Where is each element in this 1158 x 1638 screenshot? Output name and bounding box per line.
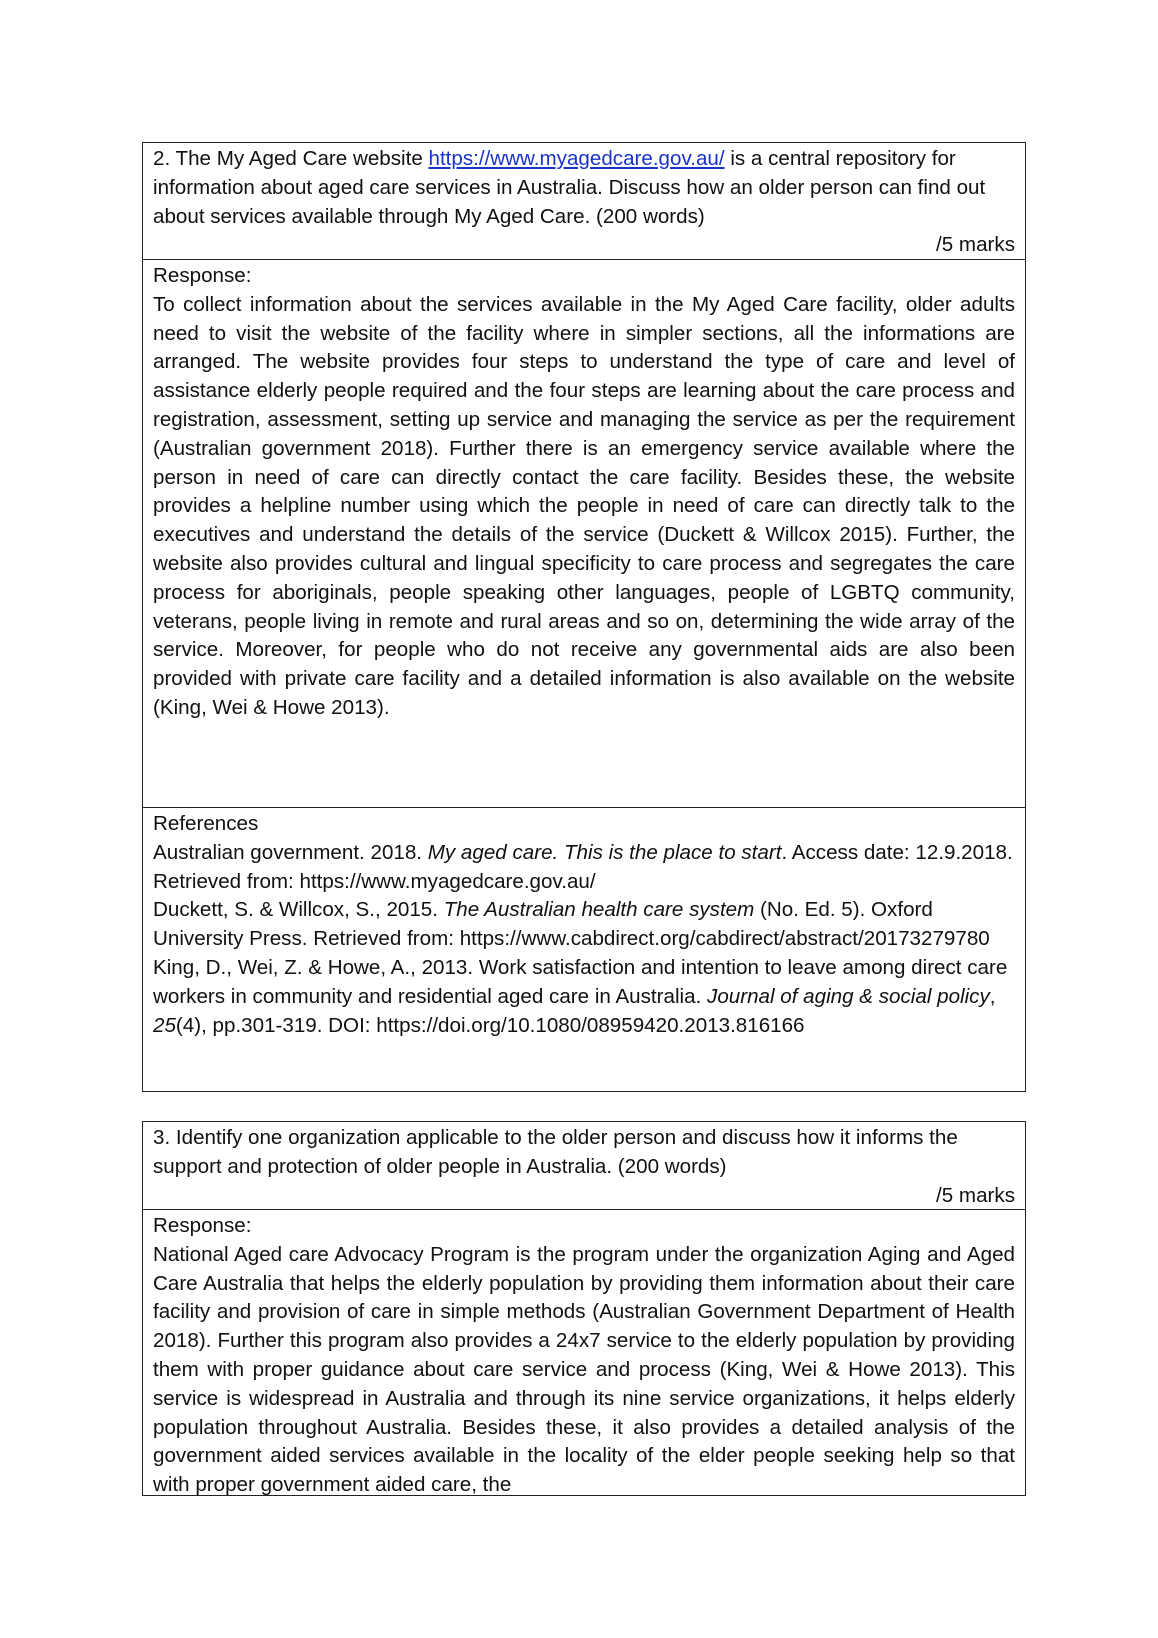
question-2-prompt-end: is a central repository for information about aged care services in Australia. Discuss how an older person can find out about services available through My Aged Care. (200 words) <box>153 147 986 228</box>
question-2-prompt <box>153 145 1015 231</box>
question-2-references-cell <box>143 807 1025 1091</box>
reference-entry <box>153 954 1015 1040</box>
reference-entry <box>153 896 1015 954</box>
reference-entry <box>153 839 1015 897</box>
question-3-response-cell <box>143 1209 1025 1495</box>
reference-3-journal: Journal of aging & social policy <box>707 984 990 1008</box>
reference-3-authors: King, D., Wei, Z. & Howe, A., 2013. Work satisfaction and intention to leave among direct care workers in community and residential aged care in Australia. <box>153 955 1008 1008</box>
question-3-marks: /5 marks <box>936 1183 1015 1207</box>
myagedcare-link[interactable]: https://www.myagedcare.gov.au/ <box>428 147 725 170</box>
question-2-prompt-cell <box>143 143 1025 259</box>
reference-2-authors: Duckett, S. & Willcox, S., 2015. <box>153 898 444 922</box>
question-2-response-label: Response: <box>153 264 252 287</box>
question-2-response-text: To collect information about the services available in the My Aged Care facility, older adults need to visit the website of the facility where in simpler sections, all the informations are arranged. The website provides four steps to understand the type of care and level of assistance elderly people required and the four steps are learning about the care process and registration, assessment, setting up service and managing the service as per the requirement (Australian government 2018). Further there is an emergency service available where the person in need of care can directly contact the care facility. Besides these, the website provides a helpline number using which the people in need of care can directly talk to the executives and understand the details of the service (Duckett & Willcox 2015). Further, the website also provides cultural and lingual specificity to care process and segregates the care process for aboriginals, people speaking other languages, people of LGBTQ community, veterans, people living in remote and rural areas and so on, determining the wide array of the service. Moreover, for people who do not receive any governmental aids are also been provided with private care facility and a detailed information is also available on the website (King, Wei & Howe 2013). <box>153 292 1015 719</box>
reference-2-details: (No. Ed. 5). Oxford University Press. Retrieved from: https://www.cabdirect.org/cabdirect/abstract/20173279780 <box>153 898 990 951</box>
reference-2-title: The Australian health care system <box>443 898 755 922</box>
references-heading: References <box>153 812 259 835</box>
question-2-response-cell <box>143 259 1025 807</box>
reference-1-details: . Access date: 12.9.2018. Retrieved from: https://www.myagedcare.gov.au/ <box>153 840 1013 893</box>
reference-1-title: My aged care. This is the place to start <box>427 840 782 864</box>
question-3-response-label: Response: <box>153 1214 252 1237</box>
question-2-prompt-start: 2. The My Aged Care website <box>153 147 429 170</box>
question-2-table <box>142 142 1026 1092</box>
reference-1-authors: Australian government. 2018. <box>153 840 428 864</box>
reference-3-volume: 25 <box>153 1013 176 1037</box>
question-2-marks: /5 marks <box>936 233 1015 257</box>
reference-3-separator: , <box>989 984 996 1008</box>
question-3-prompt-cell <box>143 1122 1025 1209</box>
question-3-response-text: National Aged care Advocacy Program is the program under the organization Aging and Aged Care Australia that helps the elderly population by providing them information about their care facility and provision of care in simple methods (Australian Government Department of Health 2018). Further this program also provides a 24x7 service to the elderly population by providing them with proper guidance about care service and process (King, Wei & Howe 2013). This service is widespread in Australia and through its nine service organizations, it helps elderly population throughout Australia. Besides these, it also provides a detailed analysis of the government aided services available in the locality of the elder people seeking help so that with proper government aided care, the <box>153 1242 1015 1495</box>
question-3-prompt: 3. Identify one organization applicable to the older person and discuss how it informs the support and protection of older people in Australia. (200 words) <box>153 1126 958 1178</box>
reference-3-details: (4), pp.301-319. DOI: https://doi.org/10.1080/08959420.2013.816166 <box>175 1013 805 1037</box>
question-3-table <box>142 1121 1026 1496</box>
